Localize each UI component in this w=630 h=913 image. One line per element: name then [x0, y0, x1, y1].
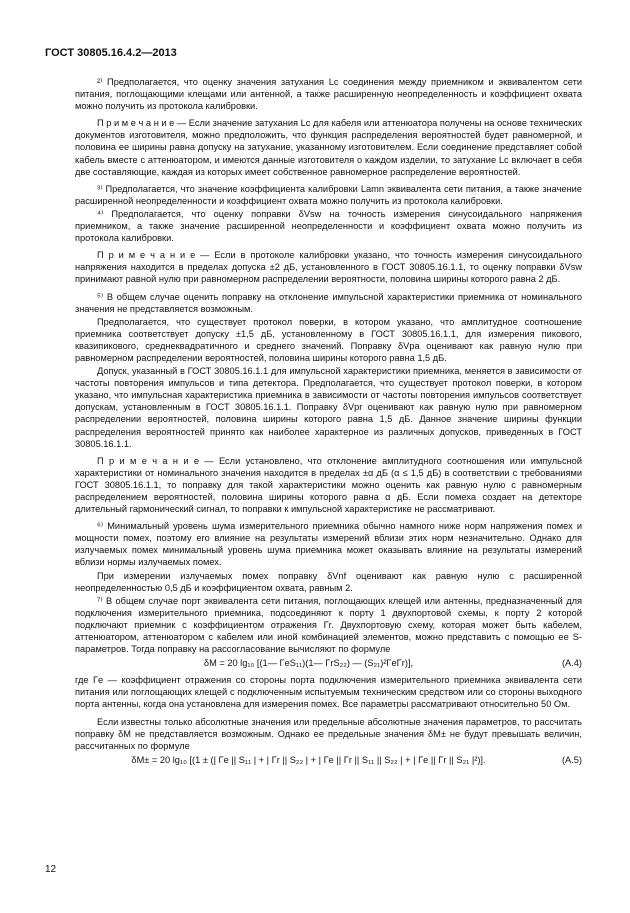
paragraph-note-3: ³⁾ Предполагается, что значение коэффициента калибровки Lamn эквивалента сети питания, а также значение расширенной неопределенности и коэффициент охвата можно получить из протокола калибровки. — [75, 183, 582, 206]
document-body — [75, 76, 582, 771]
paragraph-note-4: ⁴⁾ Предполагается, что оценку поправки δVsw на точность измерения синусоидального напряжения приемником, а также значение расширенной неопределенности и коэффициент охвата можно получить из протокола калибровки. — [75, 208, 582, 244]
paragraph-remark-2: П р и м е ч а н и е — Если в протоколе калибровки указано, что точность измерения синусоидального напряжения находится в пределах допуска ±2 дБ, установленного в ГОСТ 30805.16.1.1, то оценку поправки δVsw принимают равной нулю при равномерном распределении вероятности, половина ширины которого равна 2 дБ. — [75, 250, 582, 285]
paragraph-remark-3: П р и м е ч а н и е — Если установлено, что отклонение амплитудного соотношения или импульсной характеристики от номинального значения находится в пределах ±α дБ (α ≤ 1,5 дБ) в соответствии с требованиями ГОСТ 30805.16.1.1, то поправку для такой характеристики можно оценить как равную нулю с равномерным распределением вероятностей, половина ширины которого равна α дБ. Если помеха создает на детекторе длительный гармонический сигнал, то поправки к импульсной характеристике не рассматривают. — [75, 455, 582, 515]
paragraph-note-6: ⁶⁾ Минимальный уровень шума измерительного приемника обычно намного ниже норм напряжения помех и мощности помех, поэтому его влияние на результаты измерений вблизи этих норм незначительно. Однако для излучаемых помех минимальный уровень шума приемника может оказывать влияние на результаты измерений вблизи нормы излучаемых помех. — [75, 521, 582, 568]
paragraph-remark-1: П р и м е ч а н и е — Если значение затухания Lc для кабеля или аттенюатора получены на основе технических документов изготовителя, можно предположить, что функция распределения вероятностей будет равномерной, и половина ее ширины равна допуску на затухание, указанному изготовителем. Если соединение представляет собой кабель вместе с аттенюатором, и имеются данные изготовителя о каждом изделии, то затухание Lc включает в себя две составляющие, каждая из которых имеет собственное равномерное распределение вероятностей. — [75, 118, 582, 177]
paragraph-note-2: ²⁾ Предполагается, что оценку значения затухания Lc соединения между приемником и эквивалентом сети питания, поглощающими клещами или антенной, а также расширенную неопределенность и коэффициент охвата можно получить из протокола калибровки. — [75, 77, 582, 112]
paragraph-noise-floor: При измерении излучаемых помех поправку δVnf оценивают как равную нулю с расширенной неопределенностью 0,5 дБ и коэффициентом охвата, равным 2. — [75, 570, 582, 593]
formula-a4 — [75, 657, 582, 670]
formula-a5 — [75, 754, 582, 767]
paragraph-amplitude: Предполагается, что существует протокол поверки, в котором указано, что амплитудное соотношение приемника соответствует допуску ±1,5 дБ, установленному в ГОСТ 30805.16.1.1, для измерения пикового, квазипикового, среднеквадратичного и среднего значений. Поправку δVpa оценивают как равную нулю при равномерном распределении вероятностей, половина ширины которого равна 1,5 дБ. — [75, 316, 582, 363]
formula-a5-number: (A.5) — [561, 754, 582, 765]
paragraph-impulse: Допуск, указанный в ГОСТ 30805.16.1.1 для импульсной характеристики приемника, меняется в зависимости от частоты повторения импульсов и типа детектора. Предполагается, что существует протокол поверки, в котором указано, что импульсная характеристика приемника в зависимости от частоты повторения импульсов соответствует допускам, установленным в ГОСТ 30805.16.1.1. Поправку δVpr оценивают как равную нулю при равномерном распределении вероятностей, половина ширины которого равна 1,5 дБ. Данное значение ширины функции распределения вероятностей принято как наиболее характерное из различных допусков, приведенных в ГОСТ 30805.16.1.1. — [75, 366, 582, 449]
page-number: 12 — [45, 864, 57, 875]
standard-header: ГОСТ 30805.16.4.2—2013 — [45, 47, 177, 59]
formula-a5-text: δM± = 20 lg₁₀ [(1 ± (| Γe || S₁₁ | + | Γr || S₂₂ | + | Γe || Γr || S₁₁ || S₂₂ | + | Γe || Γr || S₂₁ |²)]. — [131, 754, 486, 765]
paragraph-note-7: ⁷⁾ В общем случае порт эквивалента сети питания, поглощающих клещей или антенны, предназначенный для подключения измерительного приемника, подсоединяют к порту 1 двухпортовой схемы, к порту 2 которой подключают приемник с коэффициентом отражения Γr. Двухпортовую схему, которая может быть кабелем, аттенюатором, аттенюатором с кабелем или иной комбинацией элементов, можно представить с помощью ее S-параметров. Тогда поправку на рассогласование вычисляют по формуле — [75, 595, 582, 655]
formula-a4-number: (A.4) — [561, 658, 582, 669]
paragraph-note-5: ⁵⁾ В общем случае оценить поправку на отклонение импульсной характеристики приемника от номинального значения не представляется возможным. — [75, 291, 582, 314]
paragraph-where: где Γe — коэффициент отражения со стороны порта подключения измерительного приемника эквивалента сети питания или поглощающих клещей с подключенным испытуемым техническим средством или со стороны выходного порта антенны, когда она установлена для измерения помех. Все параметры рассматривают относительно 50 Ом. — [75, 675, 582, 710]
formula-a4-text: δM = 20 lg₁₀ [(1— ΓeS₁₁)(1— ΓrS₂₂) — (S₂₁)²ΓeΓr)], — [203, 658, 414, 669]
paragraph-limits: Если известны только абсолютные значения или предельные абсолютные значения параметров, то рассчитать поправку δM не представляется возможным. Однако ее предельные значения δM± не будут превышать величин, рассчитанных по формуле — [75, 716, 582, 751]
